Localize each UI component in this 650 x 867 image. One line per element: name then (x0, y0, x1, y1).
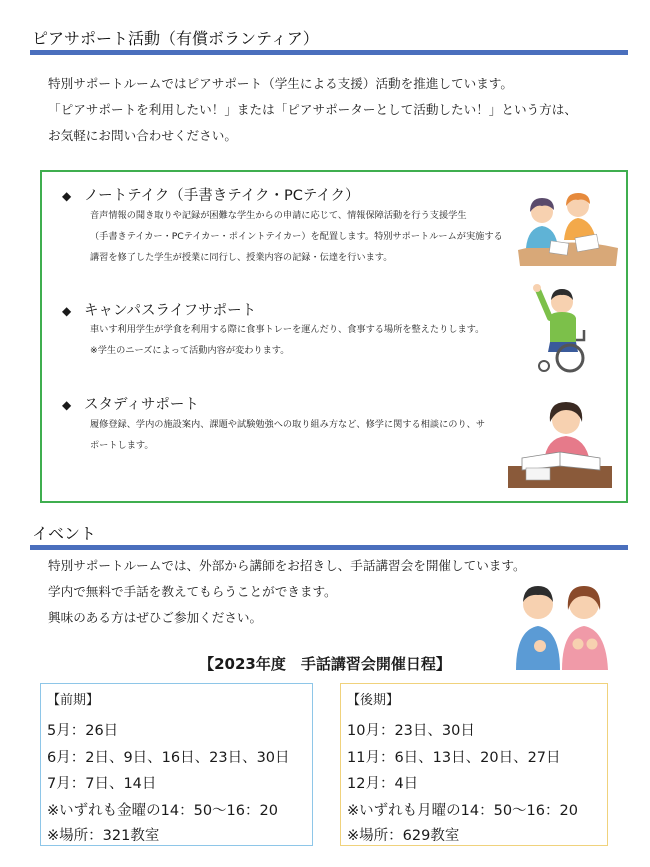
activity-desc-line: （手書きテイカー・PCテイカー・ポイントテイカー）を配置します。特別サポートルームが実施する (90, 231, 503, 242)
schedule-line: 10月：23日、30日 (347, 723, 475, 739)
diamond-bullet-icon: ◆ (62, 304, 72, 318)
schedule-line: ※いずれも金曜の14：50～16：20 (47, 802, 278, 819)
activity-desc-note-take (90, 205, 503, 268)
activity-desc-line: 車いす利用学生が学食を利用する際に食事トレーを運んだり、食事する場所を整えたりします。 (90, 324, 485, 335)
second-half-heading: 【後期】 (347, 693, 400, 708)
peer-section-title: ピアサポート活動（有償ボランティア） (32, 29, 319, 48)
activity-title-study-support (62, 393, 199, 414)
activity-desc-study-support (90, 414, 485, 456)
activity-desc-line: 講習を修了した学生が授業に同行し、授業内容の記録・伝達を行います。 (90, 252, 393, 263)
schedule-line: 12月：4日 (347, 776, 419, 792)
schedule-line: 7月：7日、14日 (47, 776, 157, 792)
activity-desc-campus-life (90, 319, 484, 361)
activity-title-text: スタディサポート (84, 397, 199, 413)
second-half-schedule-box (340, 683, 608, 846)
activity-title-text: ノートテイク（手書きテイク・PCテイク） (84, 188, 360, 204)
event-intro (48, 553, 526, 631)
schedule-line: ※場所：321教室 (47, 828, 160, 844)
activity-title-text: キャンパスライフサポート (84, 303, 257, 319)
peer-intro-line: 特別サポートルームではピアサポート（学生による支援）活動を推進しています。 (48, 76, 513, 91)
peer-section-divider (30, 50, 628, 55)
note-taking-illustration (516, 190, 620, 268)
activity-desc-line: ポートします。 (90, 440, 154, 451)
schedule-title: 【2023年度 手話講習会開催日程】 (199, 655, 451, 673)
activity-desc-line: 音声情報の聞き取りや記録が困難な学生からの申請に応じて、情報保障活動を行う支援学生 (90, 210, 467, 221)
diamond-bullet-icon: ◆ (62, 398, 72, 412)
studying-student-illustration (508, 396, 612, 488)
schedule-line: ※場所：629教室 (347, 828, 460, 844)
schedule-line: ※いずれも月曜の14：50～16：20 (347, 802, 578, 819)
schedule-line: 5月：26日 (47, 723, 119, 739)
peer-intro-line: 「ピアサポートを利用したい！」または「ピアサポーターとして活動したい！」という方は、 (48, 102, 577, 117)
activity-desc-line: ※学生のニーズによって活動内容が変わります。 (90, 345, 290, 356)
first-half-heading: 【前期】 (47, 693, 100, 708)
activity-desc-line: 履修登録、学内の施設案内、課題や試験勉強への取り組み方など、修学に関する相談にのり、サ (90, 419, 486, 430)
peer-intro-line: お気軽にお問い合わせください。 (48, 128, 237, 143)
event-intro-line: 興味のある方はぜひご参加ください。 (48, 610, 263, 625)
schedule-line: 6月：2日、9日、16日、23日、30日 (47, 749, 290, 766)
activity-title-note-take (62, 184, 360, 205)
wheelchair-student-illustration (530, 282, 594, 374)
first-half-schedule-box (40, 683, 313, 846)
peer-intro (48, 71, 577, 149)
diamond-bullet-icon: ◆ (62, 189, 72, 203)
schedule-line: 11月：6日、13日、20日、27日 (347, 749, 561, 766)
event-section-title: イベント (32, 524, 97, 543)
event-intro-line: 特別サポートルームでは、外部から講師をお招きし、手話講習会を開催しています。 (48, 558, 526, 573)
event-section-divider (30, 545, 628, 550)
event-intro-line: 学内で無料で手話を教えてもらうことができます。 (48, 584, 337, 599)
activity-title-campus-life (62, 299, 256, 320)
